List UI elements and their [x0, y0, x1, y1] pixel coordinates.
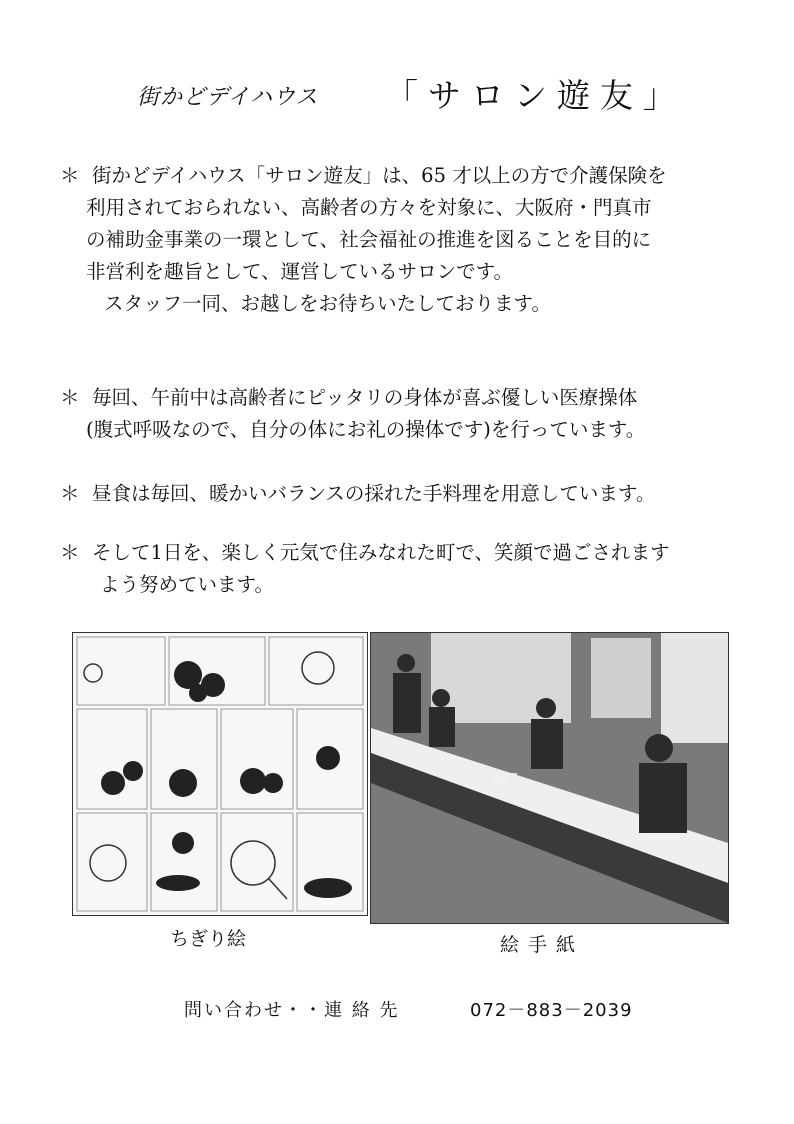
paragraph-line: 非営利を趣旨として、運営しているサロンです。 — [86, 260, 514, 283]
phone-number: 072－883－2039 — [470, 1000, 633, 1021]
paragraph-line: ＊ そして1日を、楽しく元気で住みなれた町で、笑顔で過ごされます — [60, 537, 670, 569]
asterisk-bullet: ＊ — [60, 482, 80, 505]
asterisk-bullet: ＊ — [60, 541, 80, 564]
subtitle: 街かどデイハウス — [137, 85, 319, 110]
paragraph-intro — [60, 160, 667, 320]
paragraph-line: の補助金事業の一環として、社会福祉の推進を図ることを目的に — [86, 228, 652, 251]
etegami-class-image — [371, 633, 728, 923]
paragraph-lunch — [60, 478, 655, 510]
paragraph-exercise — [60, 382, 645, 446]
chigirie-caption: ちぎり絵 — [170, 928, 247, 950]
paragraph-line: ＊ 街かどデイハウス「サロン遊友」は、65 才以上の方で介護保険を — [60, 160, 667, 192]
page-title: 「サロン遊友」 — [385, 76, 686, 115]
etegami-caption: 絵手紙 — [500, 934, 585, 956]
asterisk-bullet: ＊ — [60, 164, 80, 187]
asterisk-bullet: ＊ — [60, 386, 80, 409]
paragraph-line: スタッフ一同、お越しをお待ちいたしております。 — [104, 292, 551, 315]
chigirie-artwork-image — [73, 633, 367, 915]
paragraph-line: (腹式呼吸なので、自分の体にお礼の操体です)を行っています。 — [86, 418, 646, 441]
chigirie-artwork-photo — [72, 632, 368, 916]
etegami-class-photo — [370, 632, 729, 924]
paragraph-line: ＊ 昼食は毎回、暖かいバランスの採れた手料理を用意しています。 — [60, 478, 655, 510]
paragraph-line: 利用されておられない、高齢者の方々を対象に、大阪府・門真市 — [86, 196, 652, 219]
paragraph-line: ＊ 毎回、午前中は高齢者にピッタリの身体が喜ぶ優しい医療操体 — [60, 382, 645, 414]
paragraph-daily — [60, 537, 670, 601]
contact-label: 問い合わせ・・連 絡 先 — [184, 1000, 400, 1021]
paragraph-line: よう努めています。 — [100, 573, 274, 596]
